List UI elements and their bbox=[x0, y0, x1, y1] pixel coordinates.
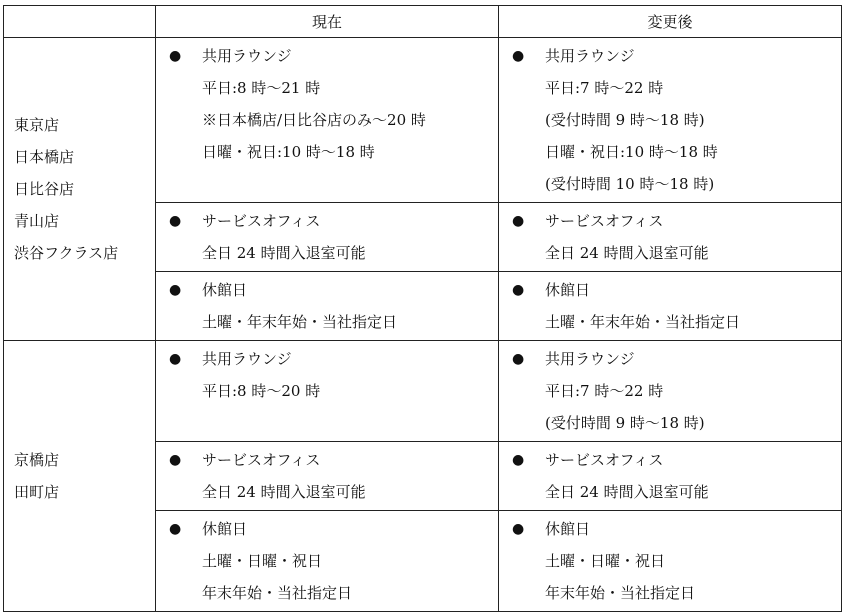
after-cell bbox=[499, 38, 842, 203]
schedule-comparison-table bbox=[3, 5, 842, 612]
bullet-icon: ● bbox=[169, 48, 182, 64]
bullet-icon: ● bbox=[512, 351, 525, 367]
item-line: (受付時間 9 時〜18 時) bbox=[545, 414, 705, 432]
item-title: サービスオフィス bbox=[202, 212, 321, 230]
header-current: 現在 bbox=[156, 6, 499, 38]
item-line: (受付時間 10 時〜18 時) bbox=[545, 175, 715, 193]
bullet-icon: ● bbox=[512, 213, 525, 229]
after-cell bbox=[499, 511, 842, 612]
after-cell bbox=[499, 442, 842, 511]
item-title: 共用ラウンジ bbox=[545, 47, 635, 65]
table-row bbox=[4, 38, 842, 203]
bullet-icon: ● bbox=[169, 282, 182, 298]
after-cell bbox=[499, 341, 842, 442]
store-name: 渋谷フクラス店 bbox=[14, 244, 119, 262]
item-line: 日曜・祝日:10 時〜18 時 bbox=[545, 143, 718, 161]
item-line: 土曜・年末年始・当社指定日 bbox=[545, 313, 741, 331]
item-title: サービスオフィス bbox=[545, 451, 664, 469]
store-name: 東京店 bbox=[14, 116, 60, 134]
item-title: サービスオフィス bbox=[545, 212, 664, 230]
header-after: 変更後 bbox=[499, 6, 842, 38]
item-line: 土曜・日曜・祝日 bbox=[202, 552, 323, 570]
current-cell bbox=[156, 341, 499, 442]
item-line: 全日 24 時間入退室可能 bbox=[202, 483, 366, 501]
bullet-icon: ● bbox=[512, 282, 525, 298]
item-line: 平日:7 時〜22 時 bbox=[545, 382, 664, 400]
item-line: 土曜・日曜・祝日 bbox=[545, 552, 666, 570]
item-line: 平日:8 時〜20 時 bbox=[202, 382, 321, 400]
item-line: 平日:8 時〜21 時 bbox=[202, 79, 321, 97]
item-line: 年末年始・当社指定日 bbox=[545, 584, 696, 602]
after-cell bbox=[499, 272, 842, 341]
item-line: 土曜・年末年始・当社指定日 bbox=[202, 313, 398, 331]
item-line: 全日 24 時間入退室可能 bbox=[545, 244, 709, 262]
item-title: 共用ラウンジ bbox=[202, 350, 292, 368]
current-cell bbox=[156, 442, 499, 511]
store-name: 京橋店 bbox=[14, 451, 60, 469]
item-line: 全日 24 時間入退室可能 bbox=[545, 483, 709, 501]
store-name: 日本橋店 bbox=[14, 148, 75, 166]
store-name: 青山店 bbox=[14, 212, 60, 230]
header-store bbox=[4, 6, 156, 38]
item-line: 平日:7 時〜22 時 bbox=[545, 79, 664, 97]
store-name: 日比谷店 bbox=[14, 180, 75, 198]
item-title: 休館日 bbox=[202, 520, 248, 538]
item-line: 年末年始・当社指定日 bbox=[202, 584, 353, 602]
item-title: サービスオフィス bbox=[202, 451, 321, 469]
item-title: 休館日 bbox=[545, 520, 591, 538]
store-list-cell bbox=[4, 38, 156, 341]
store-name: 田町店 bbox=[14, 483, 60, 501]
bullet-icon: ● bbox=[169, 213, 182, 229]
current-cell bbox=[156, 272, 499, 341]
store-list-cell bbox=[4, 341, 156, 612]
current-cell bbox=[156, 511, 499, 612]
bullet-icon: ● bbox=[169, 452, 182, 468]
item-title: 休館日 bbox=[202, 281, 248, 299]
item-title: 共用ラウンジ bbox=[545, 350, 635, 368]
item-line: ※日本橋店/日比谷店のみ〜20 時 bbox=[202, 111, 426, 129]
table-row bbox=[4, 341, 842, 442]
bullet-icon: ● bbox=[512, 452, 525, 468]
item-line: (受付時間 9 時〜18 時) bbox=[545, 111, 705, 129]
bullet-icon: ● bbox=[512, 48, 525, 64]
bullet-icon: ● bbox=[169, 521, 182, 537]
header-row bbox=[4, 6, 842, 38]
item-title: 共用ラウンジ bbox=[202, 47, 292, 65]
bullet-icon: ● bbox=[169, 351, 182, 367]
item-line: 日曜・祝日:10 時〜18 時 bbox=[202, 143, 375, 161]
bullet-icon: ● bbox=[512, 521, 525, 537]
current-cell bbox=[156, 38, 499, 203]
item-line: 全日 24 時間入退室可能 bbox=[202, 244, 366, 262]
after-cell bbox=[499, 203, 842, 272]
item-title: 休館日 bbox=[545, 281, 591, 299]
current-cell bbox=[156, 203, 499, 272]
